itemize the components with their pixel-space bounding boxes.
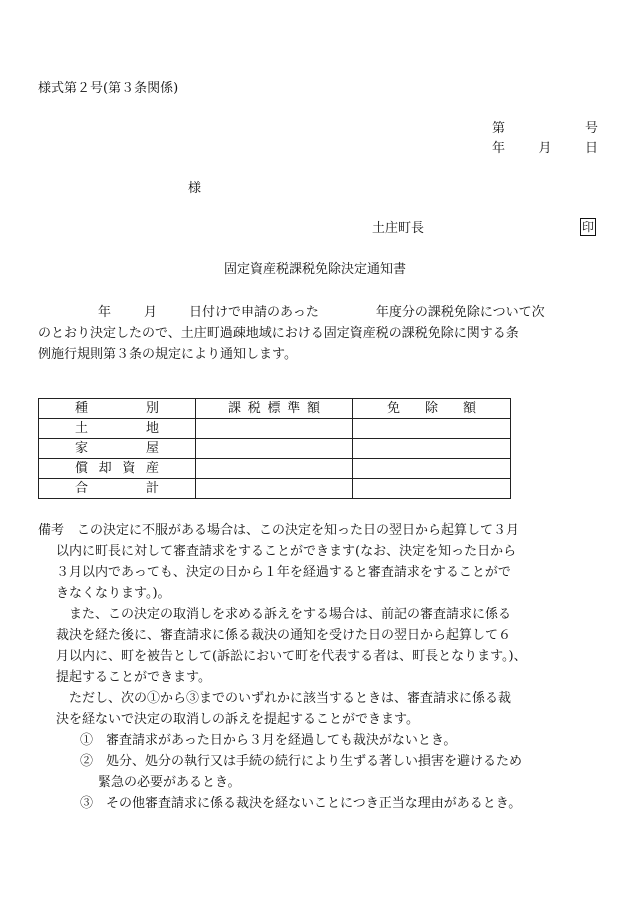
seal-stamp: 印 xyxy=(582,220,595,234)
notes-line: 以内に町長に対して審査請求をすることができます(なお、決定を知った日から xyxy=(56,544,517,559)
body-line-1 xyxy=(38,302,600,323)
header-taxable-value: 課 税 標 準 額 xyxy=(196,399,353,419)
table-row xyxy=(39,479,511,499)
notes-line: 月以内に、町を被告として(訴訟において町を代表する者は、町長となります。)、 xyxy=(56,649,527,664)
notes-line: きなくなります。)。 xyxy=(56,586,171,601)
cell-taxable-value-land[interactable] xyxy=(196,419,353,439)
notes-line: 決を経ないで決定の取消しの訴えを提起することができます。 xyxy=(56,712,419,727)
cell-exemption-land[interactable] xyxy=(353,419,511,439)
document-date-line xyxy=(492,142,598,155)
number-prefix: 第 xyxy=(492,121,506,136)
header-exemption-amount: 免 除 額 xyxy=(353,399,511,419)
notes-line: 裁決を経た後に、審査請求に係る裁決の通知を受けた日の翌日から起算して６ xyxy=(56,628,512,643)
header-type: 種 別 xyxy=(39,399,196,419)
notes-line: ３月以内であっても、決定の日から１年を経過すると審査請求をすることがで xyxy=(56,565,511,580)
table-row xyxy=(39,439,511,459)
form-label: 様式第２号(第３条関係) xyxy=(38,81,179,96)
remarks-section xyxy=(38,520,600,814)
document-number-line xyxy=(492,122,598,135)
notes-line: ただし、次の①から③までのいずれかに該当するときは、審査請求に係る裁 xyxy=(69,691,512,706)
date-month: 月 xyxy=(538,141,552,156)
notes-item-3: ③ その他審査請求に係る裁決を経ないことにつき正当な理由があるとき。 xyxy=(80,796,522,811)
notes-item-1: ① 審査請求があった日から３月を経過しても裁決がないとき。 xyxy=(80,733,457,748)
number-suffix: 号 xyxy=(584,121,598,136)
body-line-2: のとおり決定したので、土庄町過疎地域における固定資産税の課税免除に関する条 xyxy=(38,326,519,341)
body-paragraph xyxy=(38,302,600,365)
notes-line: 提起することができます。 xyxy=(56,670,211,685)
row-label-house: 家 屋 xyxy=(39,439,196,459)
cell-taxable-value-total[interactable] xyxy=(196,479,353,499)
document-title: 固定資産税課税免除決定通知書 xyxy=(223,262,406,277)
addressee: 様 xyxy=(188,181,202,196)
cell-exemption-house[interactable] xyxy=(353,439,511,459)
row-label-depreciable-assets: 償 却 資 産 xyxy=(39,459,196,479)
body-fiscal-year-phrase: 年度分の課税免除について次 xyxy=(375,305,545,320)
body-month-label: 月 xyxy=(144,305,158,320)
table-row xyxy=(39,419,511,439)
tax-exemption-table xyxy=(38,398,511,499)
notes-item-2: ② 処分、処分の執行又は手続の続行により生ずる著しい損害を避けるため xyxy=(80,754,523,769)
row-label-total: 合 計 xyxy=(39,479,196,499)
date-day: 日 xyxy=(584,141,598,156)
cell-exemption-total[interactable] xyxy=(353,479,511,499)
body-day-phrase: 日付けで申請のあった xyxy=(189,305,319,320)
body-year-label: 年 xyxy=(98,305,112,320)
body-line-3: 例施行規則第３条の規定により通知します。 xyxy=(38,347,297,362)
row-label-land: 土 地 xyxy=(39,419,196,439)
table-row xyxy=(39,459,511,479)
cell-taxable-value-assets[interactable] xyxy=(196,459,353,479)
notes-line: また、この決定の取消しを求める訴えをする場合は、前記の審査請求に係る xyxy=(69,607,512,622)
table-header-row xyxy=(39,399,511,419)
notes-line: 備考 この決定に不服がある場合は、この決定を知った日の翌日から起算して３月 xyxy=(38,523,520,538)
notes-item-2-cont: 緊急の必要があるとき。 xyxy=(98,775,241,790)
cell-exemption-assets[interactable] xyxy=(353,459,511,479)
date-year: 年 xyxy=(492,141,506,156)
issuer: 土庄町長 xyxy=(372,221,425,236)
cell-taxable-value-house[interactable] xyxy=(196,439,353,459)
